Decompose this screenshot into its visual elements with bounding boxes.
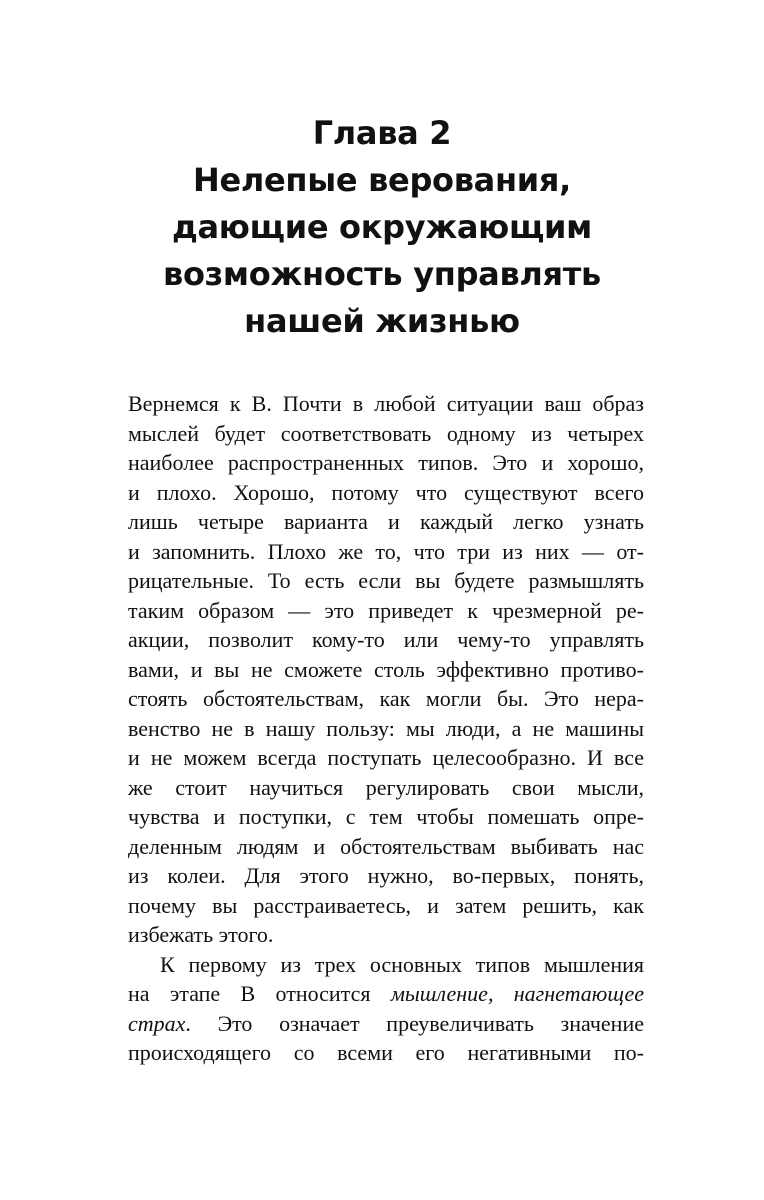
text-line: вами, и вы не сможете столь эффективно противо- <box>128 656 644 682</box>
text-line: К первому из трех основных типов мышления <box>160 951 644 977</box>
text-line: Вернемся к В. Почти в любой ситуации ваш образ <box>128 391 644 416</box>
text-line: таким образом — это приведет к чрезмерной ре- <box>128 597 644 623</box>
text-line: почему вы расстраиваетесь, и затем решить, как <box>128 892 644 918</box>
text-line: деленным людям и обстоятельствам выбивать нас <box>128 833 644 859</box>
text-line: рицательные. То есть если вы будете размышлять <box>128 568 644 593</box>
emphasized-term: страх <box>128 1010 186 1036</box>
text-line: акции, позволит кому-то или чему-то управлять <box>128 627 644 652</box>
text-line: стоять обстоятельствам, как могли бы. Это нера- <box>128 686 644 711</box>
chapter-title-line: нашей жизнью <box>244 302 520 340</box>
text-line: из колеи. Для этого нужно, во-первых, понять, <box>128 863 644 888</box>
body-text <box>128 389 644 1068</box>
text-line: избежать этого. <box>128 922 274 947</box>
text-line: же стоит научиться регулировать свои мысли, <box>128 774 644 800</box>
emphasized-term: мышление, нагнетающее <box>390 981 645 1006</box>
chapter-number: Глава 2 <box>312 114 452 152</box>
text-line: лишь четыре варианта и каждый легко узнать <box>128 509 644 534</box>
paragraph-2 <box>128 950 644 1068</box>
text-line: и не можем всегда поступать целесообразно. И все <box>128 745 644 770</box>
text-line <box>128 1009 644 1039</box>
text-line: венство не в нашу пользу: мы люди, а не машины <box>128 715 644 741</box>
chapter-title-line: Нелепые верования, <box>192 161 572 199</box>
chapter-heading <box>100 110 664 345</box>
chapter-title-line: возможность управлять <box>163 255 601 293</box>
text-run: на этапе В относится <box>128 981 391 1006</box>
text-line: мыслей будет соответствовать одному из четырех <box>128 420 644 446</box>
chapter-title-line: дающие окружающим <box>171 208 593 246</box>
text-run: . Это означает преувеличивать значение <box>185 1010 644 1036</box>
paragraph-1 <box>128 389 644 950</box>
text-line: и запомнить. Плохо же то, что три из них — от- <box>128 538 644 564</box>
text-line: происходящего со всеми его негативными по- <box>128 1040 644 1065</box>
text-line: наиболее распространенных типов. Это и хорошо, <box>128 450 644 475</box>
text-line <box>128 979 644 1009</box>
text-line: и плохо. Хорошо, потому что существуют всего <box>128 479 644 505</box>
text-line: чувства и поступки, с тем чтобы помешать опре- <box>128 804 644 829</box>
